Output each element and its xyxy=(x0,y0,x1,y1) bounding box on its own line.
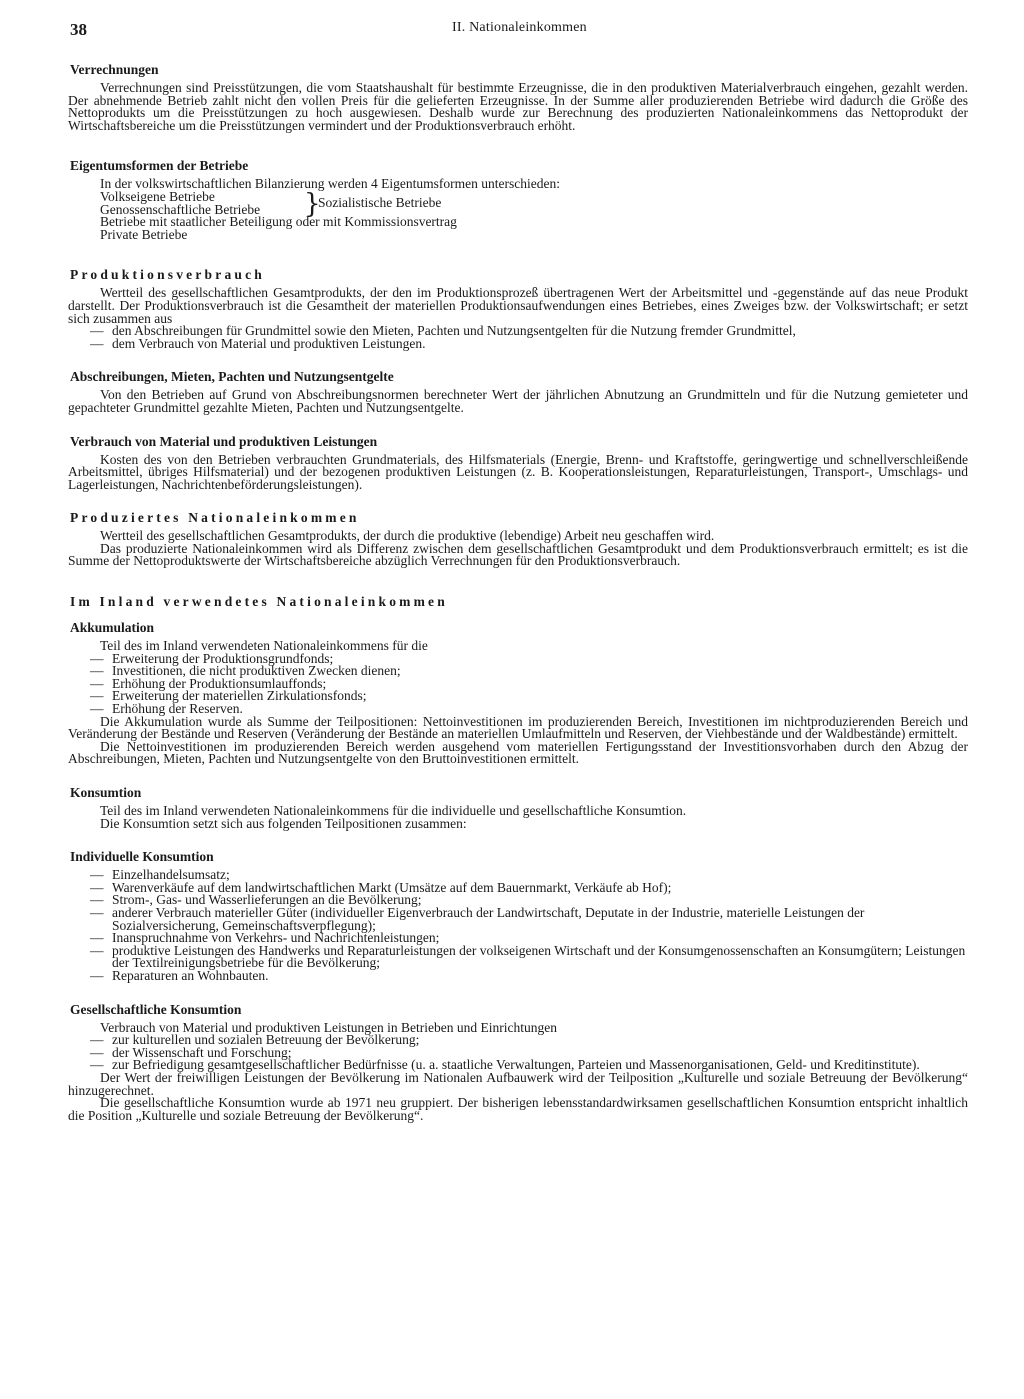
paragraph: Der Wert der freiwilligen Leistungen der Bevölkerung im Nationalen Aufbauwerk wird der Teilposition „Kulturelle und soziale Betreuung der Bevölkerung“ hinzugerechnet. xyxy=(68,1069,968,1098)
running-head: II. Nationaleinkommen xyxy=(452,20,587,35)
brace-label: Sozialistische Betriebe xyxy=(318,194,442,210)
paragraph: Kosten des von den Betrieben verbrauchten Grundmaterials, des Hilfsmaterials (Energie, Brenn- und Kraftstoffe, geringwertige und schnellverschleißende Arbeitsmittel, übriges Hilfsmaterial) und der bezogenen produktiven Leistungen (z. B. Kooperationsleistungen, Reparaturleistungen, Transport-, Umschlags- und Lagerleistungen, Nachrichtenbeförderungsleistungen). xyxy=(68,451,968,492)
page-content xyxy=(68,62,968,1122)
section-produktionsverbrauch xyxy=(68,267,968,350)
subsection-heading: Gesellschaftliche Konsumtion xyxy=(70,1001,242,1017)
paragraph: Verrechnungen sind Preisstützungen, die vom Staatshaushalt für bestimmte Erzeugnisse, die in den produktiven Materialverbrauch eingehen, gezahlt werden. Der abnehmende Betrieb zahlt nicht den vollen Preis für die gelieferten Erzeugnisse. In der Summe aller produzierenden Betriebe wird dadurch die Größe des Nettoprodukts um die Preisstützungen zu hoch ausgewiesen. Deshalb wurde zur Berechnung des produzierten Nationaleinkommens das Nettoprodukt der Wirtschaftsbereiche um die Preisstützungen vermindert und der Produktionsverbrauch erhöht. xyxy=(68,80,968,133)
list-item: — anderer Verbrauch materieller Güter (individueller Eigenverbrauch der Landwirtschaft, Deputate in der Industrie, materielle Leistungen der Sozialversicherung, Gemeinschaftsverpflegung); xyxy=(68,907,968,932)
list-item: — Erhöhung der Reserven. xyxy=(68,703,968,716)
paragraph: Das produzierte Nationaleinkommen wird als Differenz zwischen dem gesellschaftlichen Gesamtprodukt und dem Produktionsverbrauch ermittelt; es ist die Summe der Nettoproduktswerte der Wirtschaftsbereiche abzüglich Verrechnungen für den Produktionsverbrauch. xyxy=(68,540,968,569)
list-item: — zur kulturellen und sozialen Betreuung der Bevölkerung; xyxy=(68,1034,968,1047)
paragraph: Von den Betrieben auf Grund von Abschreibungsnormen berechneter Wert der jährlichen Abnutzung an Grundmitteln und für die Nutzung gemieteter und gepachteter Grundmittel gezahlte Mieten, Pachten und Nutzungsentgelte. xyxy=(68,387,968,415)
list-item: — Erweiterung der materiellen Zirkulationsfonds; xyxy=(68,690,968,703)
list-item: — Reparaturen an Wohnbauten. xyxy=(68,970,968,983)
list-item: — Strom-, Gas- und Wasserlieferungen an die Bevölkerung; xyxy=(68,894,968,907)
list-item: — Erhöhung der Produktionsumlauffonds; xyxy=(68,678,968,691)
section-heading: Produktionsverbrauch xyxy=(70,267,266,283)
section-eigentumsformen xyxy=(68,158,968,241)
list-item: — Einzelhandelsumsatz; xyxy=(68,869,968,882)
ownership-brace-group xyxy=(68,188,968,220)
section-heading: Verrechnungen xyxy=(70,62,159,77)
section-materialverbrauch xyxy=(68,434,968,492)
list-item: — produktive Leistungen des Handwerks und Reparaturleistungen der volkseigenen Wirtschaft und der Konsumgenossenschaften an Konsumgütern; Leistungen der Textilreinigungsbetriebe für die Bevölkerung; xyxy=(68,945,968,970)
paragraph: In der volkswirtschaftlichen Bilanzierung werden 4 Eigentumsformen unterschieden: xyxy=(100,176,560,192)
list-item: — Erweiterung der Produktionsgrundfonds; xyxy=(68,653,968,666)
subsection-heading: Konsumtion xyxy=(70,785,142,800)
ownership-line: Private Betriebe xyxy=(100,226,188,242)
paragraph: Teil des im Inland verwendeten Nationaleinkommens für die individuelle und gesellschaftliche Konsumtion. xyxy=(100,803,687,818)
section-verwendetes-nationaleinkommen xyxy=(68,594,968,1122)
section-heading: Eigentumsformen der Betriebe xyxy=(70,158,249,174)
ownership-line: Genossenschaftliche Betriebe xyxy=(100,201,261,217)
paragraph: Wertteil des gesellschaftlichen Gesamtprodukts, der durch die produktive (lebendige) Arbeit neu geschaffen wird. xyxy=(100,528,715,544)
paragraph: Wertteil des gesellschaftlichen Gesamtprodukts, der den im Produktionsprozeß übertragenen Wert der Arbeitsmittel und -gegenstände auf das neue Produkt darstellt. Der Produktionsverbrauch ist die Gesamtheit der materiellen Produktionsaufwendungen eines Betriebes, eines Zweiges bzw. der Volkswirtschaft; er setzt sich zusammen aus xyxy=(68,285,968,326)
section-verrechnungen xyxy=(68,62,968,132)
subsection-heading: Akkumulation xyxy=(70,620,155,636)
section-heading: Produziertes Nationaleinkommen xyxy=(70,510,360,526)
paragraph: Die Akkumulation wurde als Summe der Teilpositionen: Nettoinvestitionen im produzierenden Bereich, Investitionen im nichtproduzierenden Bereich und Veränderung der Bestände und Reserven (Veränderung der Bestände an materiellen Umlaufmitteln und Reserven, der Viehbestände und der Waldbestände) ermittelt. xyxy=(68,713,968,742)
paragraph: Die gesellschaftliche Konsumtion wurde ab 1971 neu gruppiert. Der bisherigen lebensstandardwirksamen gesellschaftlichen Konsumtion entspricht inhaltlich die Position „Kulturelle und soziale Betreuung der Bevölkerung“. xyxy=(68,1095,968,1123)
section-heading: Im Inland verwendetes Nationaleinkommen xyxy=(70,594,448,610)
ownership-line: Volkseigene Betriebe xyxy=(100,188,215,204)
section-heading: Abschreibungen, Mieten, Pachten und Nutzungsentgelte xyxy=(70,369,394,385)
list-item: — Investitionen, die nicht produktiven Zwecken dienen; xyxy=(68,665,968,678)
paragraph: Die Nettoinvestitionen im produzierenden Bereich werden ausgehend vom materiellen Fertigungsstand der Investitionsvorhaben durch den Abzug der Abschreibungen, Mieten, Pachten und Nutzungsentgelte von den Bruttoinvestitionen ermittelt. xyxy=(68,738,968,767)
list-item: — Warenverkäufe auf dem landwirtschaftlichen Markt (Umsätze auf dem Bauernmarkt, Verkäufe ab Hof); xyxy=(68,882,968,895)
section-produziertes-nationaleinkommen xyxy=(68,510,968,568)
paragraph: Teil des im Inland verwendeten Nationaleinkommens für die xyxy=(100,638,428,654)
paragraph: Die Konsumtion setzt sich aus folgenden Teilpositionen zusammen: xyxy=(100,815,467,831)
list-item: — den Abschreibungen für Grundmittel sowie den Mieten, Pachten und Nutzungsentgelten für die Nutzung fremder Grundmittel, xyxy=(68,325,968,338)
subsection-heading: Individuelle Konsumtion xyxy=(70,849,214,865)
list-item: — dem Verbrauch von Material und produktiven Leistungen. xyxy=(68,338,968,351)
section-heading: Verbrauch von Material und produktiven Leistungen xyxy=(70,433,378,449)
section-abschreibungen xyxy=(68,369,968,414)
ownership-line: Betriebe mit staatlicher Beteiligung oder mit Kommissionsvertrag xyxy=(100,214,457,230)
brace-glyph: } xyxy=(304,188,321,220)
list-item: — zur Befriedigung gesamtgesellschaftlicher Bedürfnisse (u. a. staatliche Verwaltungen, Parteien und Massenorganisationen, Geld- und Kreditinstitute). xyxy=(68,1059,968,1072)
page-number: 38 xyxy=(70,20,87,39)
list-item: — Inanspruchnahme von Verkehrs- und Nachrichtenleistungen; xyxy=(68,932,968,945)
paragraph: Verbrauch von Material und produktiven Leistungen in Betrieben und Einrichtungen xyxy=(100,1019,558,1035)
list-item: — der Wissenschaft und Forschung; xyxy=(68,1047,968,1060)
